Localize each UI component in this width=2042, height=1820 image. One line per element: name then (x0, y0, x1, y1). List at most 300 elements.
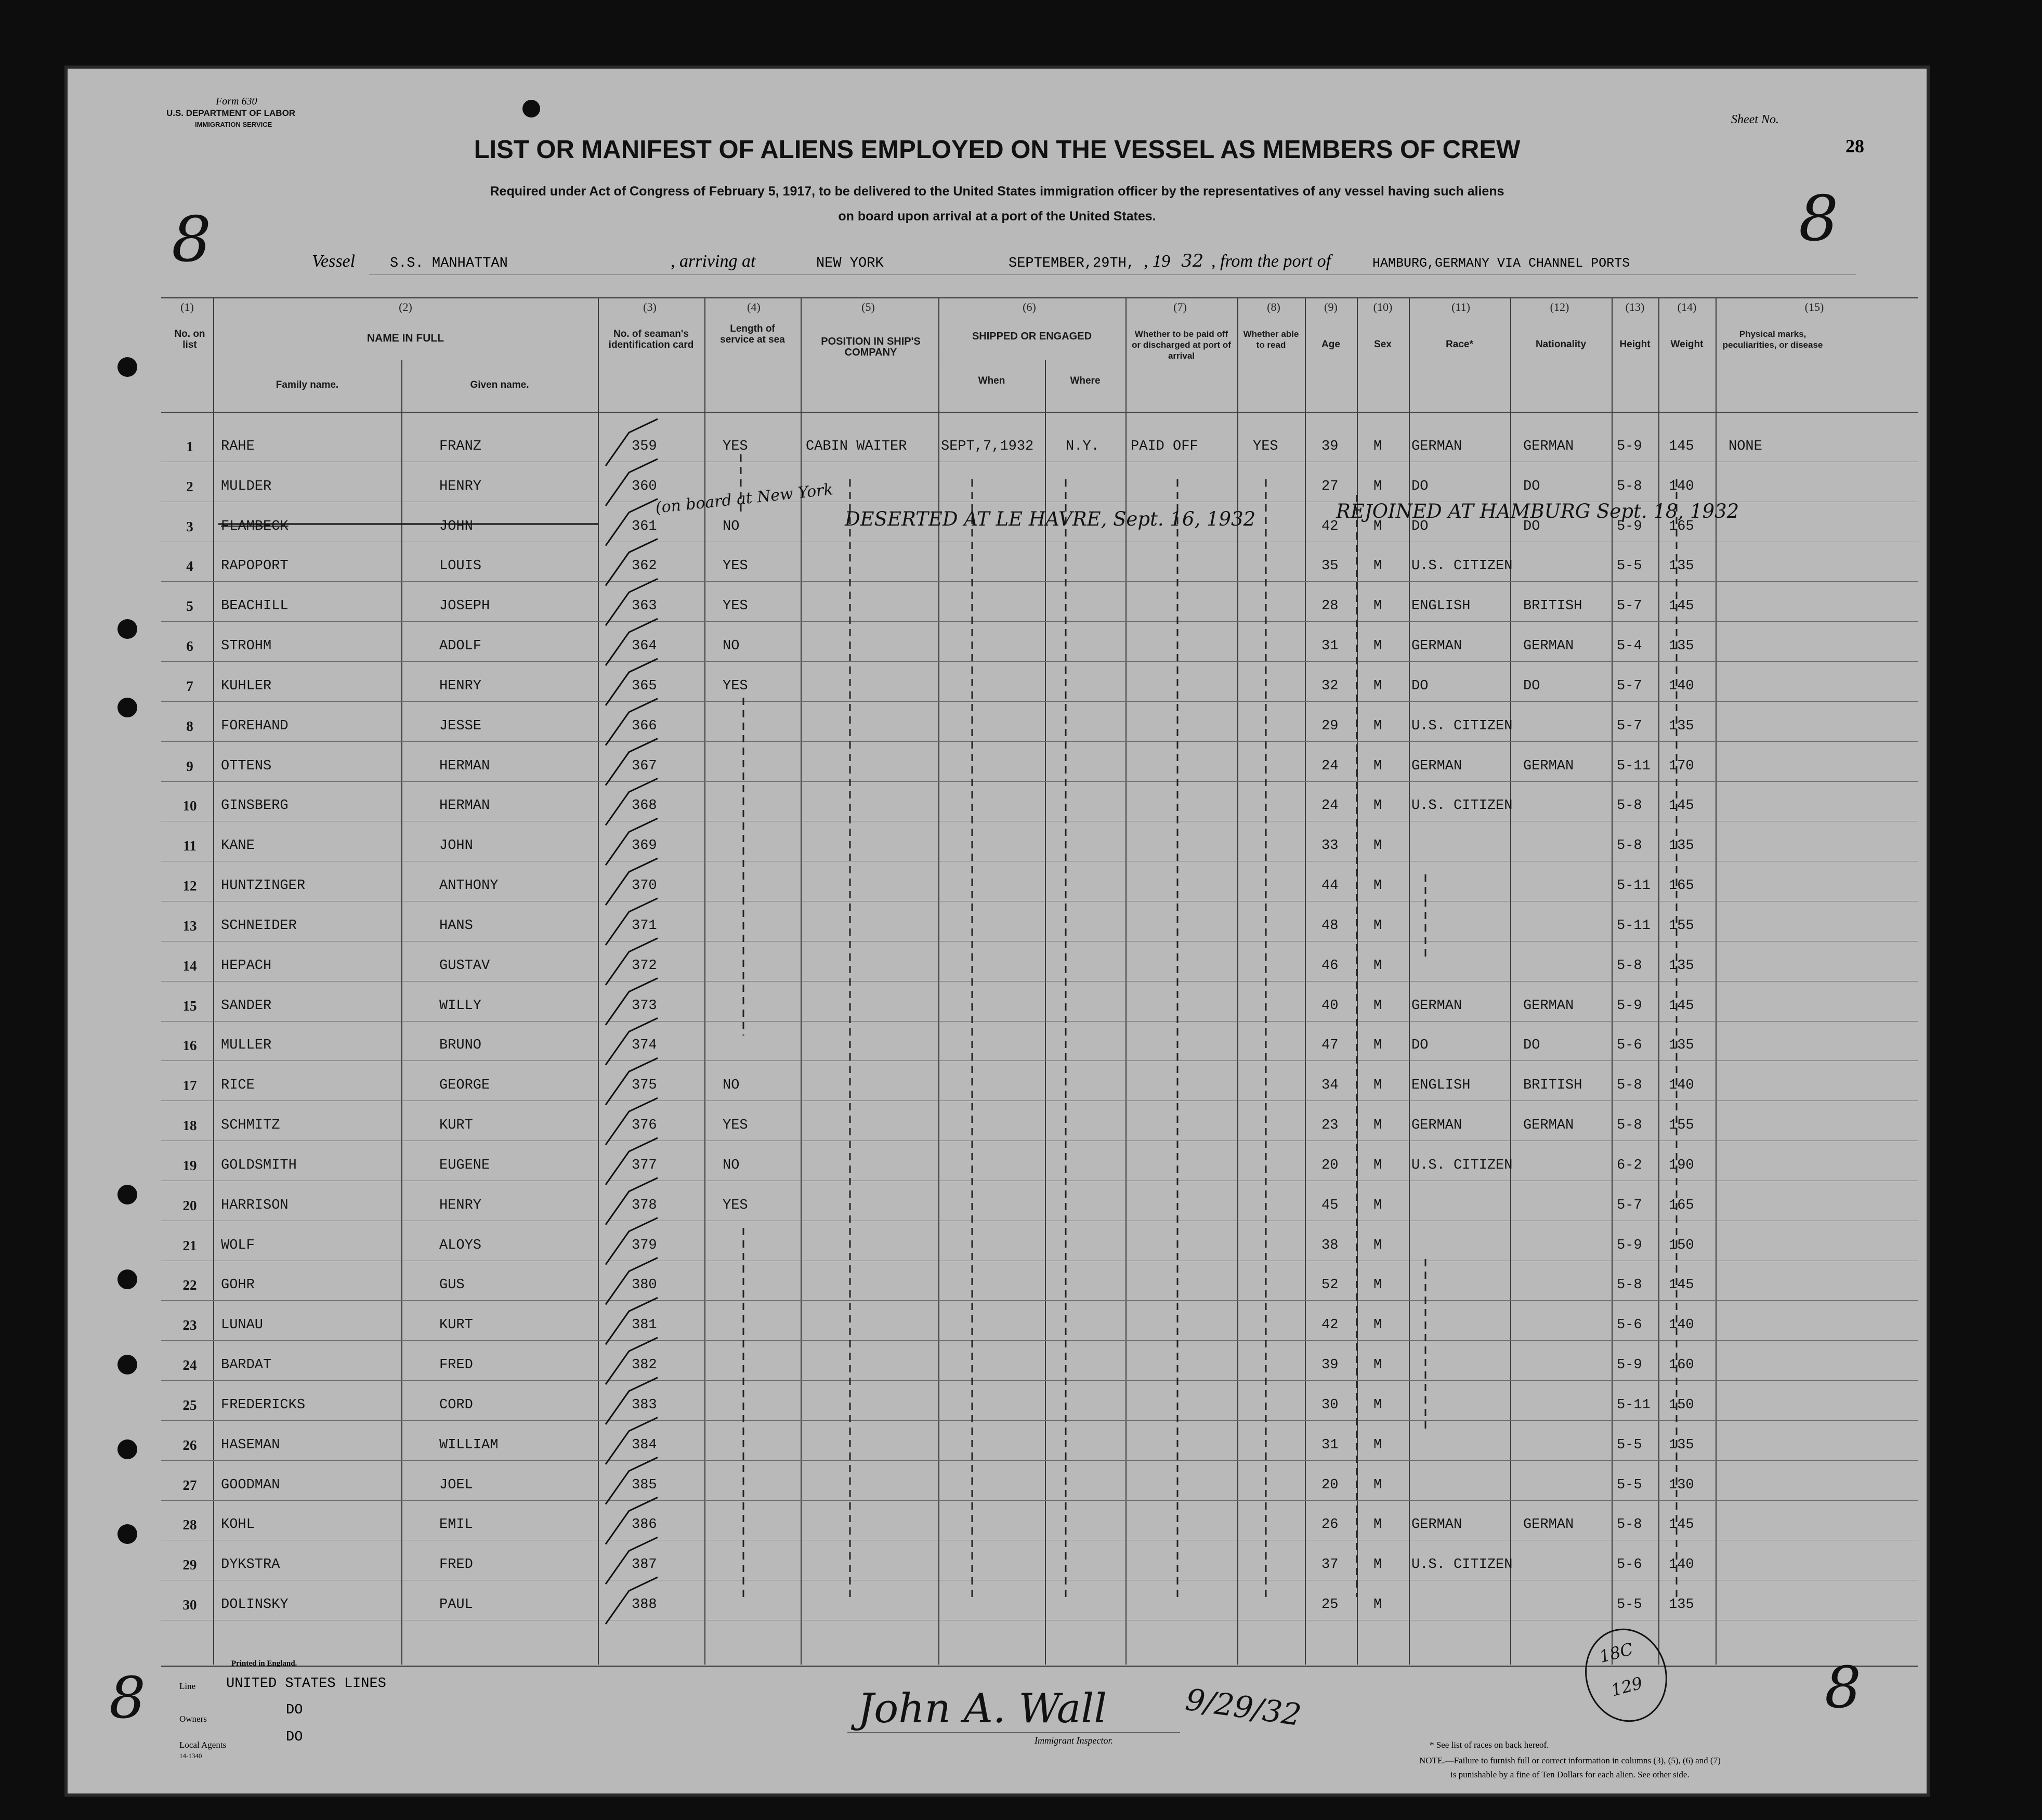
cell-given-name: HERMAN (439, 758, 490, 774)
col-num: (11) (1451, 300, 1470, 313)
cell-paid-off: PAID OFF (1131, 439, 1198, 454)
row-number: 3 (186, 518, 193, 534)
manifest-sheet (68, 69, 1927, 1793)
check-mark (606, 778, 658, 825)
cell-height: 5-8 (1617, 1277, 1642, 1293)
check-mark (606, 1218, 658, 1265)
cell-race: ENGLISH (1411, 1078, 1471, 1094)
check-mark (606, 459, 658, 506)
cell-weight: 135 (1669, 1038, 1694, 1054)
cell-age: 37 (1321, 1557, 1339, 1573)
sheet-label: Sheet No. (1731, 113, 1779, 126)
check-mark (606, 858, 658, 905)
check-mark (606, 1058, 658, 1105)
cell-age: 34 (1321, 1078, 1339, 1094)
form-code: 14-1340 (179, 1752, 202, 1760)
col-num: (10) (1373, 300, 1393, 313)
header-shipped: SHIPPED OR ENGAGED (972, 331, 1092, 342)
cell-seaman-card: 366 (632, 718, 657, 734)
cell-weight: 140 (1669, 1557, 1694, 1573)
header-nationality: Nationality (1535, 339, 1587, 350)
row-number: 9 (186, 758, 193, 774)
col-num: (15) (1804, 300, 1824, 313)
cell-age: 25 (1321, 1597, 1339, 1613)
cell-given-name: CORD (439, 1397, 473, 1413)
vessel-label: Vessel (312, 252, 356, 271)
cell-seaman-card: 382 (632, 1357, 657, 1373)
cell-family-name: KUHLER (221, 678, 272, 694)
cell-given-name: KURT (439, 1118, 473, 1134)
cell-seaman-card: 363 (632, 598, 657, 614)
cell-given-name: PAUL (439, 1597, 473, 1613)
cell-weight: 160 (1669, 1357, 1694, 1373)
cell-age: 20 (1321, 1477, 1339, 1493)
cell-given-name: GEORGE (439, 1078, 490, 1094)
cell-weight: 145 (1669, 1517, 1694, 1533)
cell-seaman-card: 388 (632, 1597, 657, 1613)
check-mark (606, 1298, 658, 1344)
cell-sex: M (1373, 1197, 1382, 1213)
cell-position: CABIN WAITER (806, 439, 907, 454)
cell-age: 35 (1321, 558, 1339, 574)
cell-nationality: DO (1523, 1038, 1540, 1054)
cell-age: 46 (1321, 958, 1339, 974)
cell-seaman-card: 370 (632, 878, 657, 894)
check-mark (606, 659, 658, 705)
owners-label: Owners (179, 1714, 207, 1724)
cell-sex: M (1373, 558, 1382, 574)
page-mark-footer-left: 8 (109, 1665, 146, 1731)
cell-sex: M (1373, 1517, 1382, 1533)
cell-height: 5-8 (1617, 1118, 1642, 1134)
form-number: Form 630 (216, 96, 257, 107)
inspector-signature: John A. Wall (858, 1685, 1107, 1732)
row-number: 22 (182, 1277, 197, 1293)
row-number: 17 (182, 1078, 197, 1094)
cell-sex: M (1373, 1157, 1382, 1173)
check-mark (606, 1577, 658, 1624)
header-when: When (978, 375, 1005, 386)
cell-age: 52 (1321, 1277, 1339, 1293)
row-number: 7 (186, 678, 193, 694)
cell-given-name: BRUNO (439, 1038, 482, 1054)
cell-given-name: KURT (439, 1317, 473, 1333)
cell-family-name: KOHL (221, 1517, 255, 1533)
cell-weight: 135 (1669, 1437, 1694, 1453)
cell-weight: 140 (1669, 1317, 1694, 1333)
cell-given-name: HENRY (439, 678, 482, 694)
row-number: 25 (182, 1397, 197, 1413)
cell-service-length: YES (723, 598, 748, 614)
cell-family-name: WOLF (221, 1237, 255, 1253)
cell-family-name: FOREHAND (221, 718, 289, 734)
cell-nationality: GERMAN (1523, 439, 1574, 454)
cell-sex: M (1373, 478, 1382, 494)
cell-family-name: HUNTZINGER (221, 878, 306, 894)
cell-race: GERMAN (1411, 758, 1462, 774)
cell-weight: 135 (1669, 638, 1694, 654)
cell-weight: 165 (1669, 878, 1694, 894)
race-footnote: * See list of races on back hereof. (1430, 1740, 1549, 1750)
cell-age: 32 (1321, 678, 1339, 694)
circle-note-1: 18C (1597, 1639, 1635, 1667)
cell-seaman-card: 364 (632, 638, 657, 654)
col-num: (5) (861, 300, 875, 313)
cell-sex: M (1373, 678, 1382, 694)
cell-race: DO (1411, 1038, 1429, 1054)
cell-race: DO (1411, 478, 1429, 494)
cell-given-name: JOHN (439, 518, 473, 534)
cell-seaman-card: 384 (632, 1437, 657, 1453)
cell-seaman-card: 372 (632, 958, 657, 974)
check-mark (606, 818, 658, 865)
cell-given-name: ANTHONY (439, 878, 499, 894)
cell-seaman-card: 369 (632, 838, 657, 854)
header-able-read: Whether able to read (1243, 329, 1299, 350)
sheet-number: 28 (1845, 136, 1864, 156)
cell-height: 5-5 (1617, 1597, 1642, 1613)
cell-seaman-card: 365 (632, 678, 657, 694)
cell-height: 5-11 (1617, 1397, 1651, 1413)
cell-height: 5-8 (1617, 958, 1642, 974)
cell-sex: M (1373, 1277, 1382, 1293)
row-number: 26 (182, 1437, 197, 1453)
cell-family-name: GOODMAN (221, 1477, 280, 1493)
cell-nationality: GERMAN (1523, 998, 1574, 1014)
cell-age: 20 (1321, 1157, 1339, 1173)
ditto-lines (68, 69, 1927, 1793)
cell-sex: M (1373, 1118, 1382, 1134)
header-family-name: Family name. (276, 379, 339, 390)
cell-weight: 135 (1669, 558, 1694, 574)
cell-race: U.S. CITIZEN (1411, 1157, 1513, 1173)
cell-sex: M (1373, 798, 1382, 814)
cell-given-name: HENRY (439, 478, 482, 494)
cell-height: 5-6 (1617, 1317, 1642, 1333)
cell-age: 31 (1321, 1437, 1339, 1453)
page-title: LIST OR MANIFEST OF ALIENS EMPLOYED ON THE VESSEL AS MEMBERS OF CREW (474, 136, 1521, 164)
cell-age: 47 (1321, 1038, 1339, 1054)
row-number: 8 (186, 718, 193, 734)
header-seaman-card: No. of seaman's identification card (608, 329, 694, 350)
cell-age: 29 (1321, 718, 1339, 734)
cell-height: 5-9 (1617, 1357, 1642, 1373)
cell-seaman-card: 387 (632, 1557, 657, 1573)
service: IMMIGRATION SERVICE (195, 121, 272, 128)
cell-height: 5-11 (1617, 878, 1651, 894)
check-mark (606, 1378, 658, 1424)
row-number: 15 (182, 998, 197, 1014)
deserted-note: DESERTED AT LE HAVRE, Sept. 16, 1932 (845, 508, 1256, 530)
cell-sex: M (1373, 1237, 1382, 1253)
cell-given-name: FRED (439, 1557, 473, 1573)
check-mark (606, 1138, 658, 1185)
cell-family-name: MULDER (221, 478, 272, 494)
agents-label: Local Agents (179, 1740, 227, 1750)
cell-weight: 165 (1669, 518, 1694, 534)
cell-seaman-card: 377 (632, 1157, 657, 1173)
cell-service-length: YES (723, 558, 748, 574)
cell-family-name: BEACHILL (221, 598, 289, 614)
cell-race: GERMAN (1411, 998, 1462, 1014)
cell-sex: M (1373, 1038, 1382, 1054)
cell-race: GERMAN (1411, 638, 1462, 654)
cell-weight: 145 (1669, 598, 1694, 614)
cell-given-name: WILLIAM (439, 1437, 499, 1453)
cell-given-name: EUGENE (439, 1157, 490, 1173)
line-value: UNITED STATES LINES (226, 1676, 386, 1692)
cell-weight: 135 (1669, 1597, 1694, 1613)
cell-seaman-card: 367 (632, 758, 657, 774)
check-mark (606, 1338, 658, 1384)
cell-height: 5-8 (1617, 798, 1642, 814)
col-num: (7) (1173, 300, 1187, 313)
cell-service-length: NO (723, 518, 740, 534)
cell-height: 5-9 (1617, 1237, 1642, 1253)
header-no-on-list: No. on list (174, 329, 205, 350)
header-sex: Sex (1374, 339, 1392, 350)
page-mark-right: 8 (1799, 183, 1839, 255)
cell-given-name: JOHN (439, 838, 473, 854)
cell-given-name: JOEL (439, 1477, 473, 1493)
cell-family-name: MULLER (221, 1038, 272, 1054)
cell-age: 38 (1321, 1237, 1339, 1253)
cell-engaged-when: SEPT,7,1932 (941, 439, 1034, 454)
cell-height: 5-7 (1617, 1197, 1642, 1213)
cell-race: DO (1411, 678, 1429, 694)
cell-sex: M (1373, 1477, 1382, 1493)
cell-weight: 135 (1669, 718, 1694, 734)
cell-family-name: RAHE (221, 439, 255, 454)
cell-age: 44 (1321, 878, 1339, 894)
cell-given-name: EMIL (439, 1517, 473, 1533)
cell-nationality: GERMAN (1523, 1118, 1574, 1134)
cell-sex: M (1373, 718, 1382, 734)
cell-given-name: FRANZ (439, 439, 482, 454)
cell-weight: 145 (1669, 798, 1694, 814)
cell-height: 5-5 (1617, 1477, 1642, 1493)
cell-family-name: SCHNEIDER (221, 918, 297, 934)
cell-nationality: GERMAN (1523, 1517, 1574, 1533)
cell-given-name: LOUIS (439, 558, 482, 574)
agents-value: DO (286, 1730, 303, 1745)
cell-age: 33 (1321, 838, 1339, 854)
cell-family-name: HEPACH (221, 958, 272, 974)
check-mark (606, 1497, 658, 1544)
col-num: (13) (1625, 300, 1645, 313)
cell-seaman-card: 386 (632, 1517, 657, 1533)
circle-note-2: 129 (1608, 1673, 1645, 1700)
cell-family-name: FLAMBECK (221, 518, 289, 534)
cell-nationality: DO (1523, 478, 1540, 494)
cell-seaman-card: 368 (632, 798, 657, 814)
header-physical: Physical marks, peculiarities, or disease (1722, 329, 1823, 350)
cell-seaman-card: 373 (632, 998, 657, 1014)
cell-height: 5-6 (1617, 1038, 1642, 1054)
cell-height: 5-8 (1617, 1078, 1642, 1094)
cell-family-name: DYKSTRA (221, 1557, 280, 1573)
cell-seaman-card: 376 (632, 1118, 657, 1134)
cell-sex: M (1373, 838, 1382, 854)
page-subtitle-1: Required under Act of Congress of February 5, 1917, to be delivered to the United States immigration officer by the representatives of any vessel having such aliens (490, 184, 1504, 199)
header-age: Age (1321, 339, 1340, 350)
cell-age: 28 (1321, 598, 1339, 614)
cell-height: 5-4 (1617, 638, 1642, 654)
cell-service-length: YES (723, 1118, 748, 1134)
row-number: 6 (186, 638, 193, 654)
header-length-service: Length of service at sea (720, 323, 785, 345)
cell-sex: M (1373, 518, 1382, 534)
cell-race: GERMAN (1411, 1517, 1462, 1533)
cell-weight: 150 (1669, 1237, 1694, 1253)
row-number: 16 (182, 1038, 197, 1054)
cell-family-name: SCHMITZ (221, 1118, 280, 1134)
cell-weight: 140 (1669, 1078, 1694, 1094)
cell-family-name: RAPOPORT (221, 558, 289, 574)
col-num: (12) (1550, 300, 1569, 313)
cell-age: 27 (1321, 478, 1339, 494)
check-mark (606, 1178, 658, 1225)
cell-service-length: NO (723, 1157, 740, 1173)
check-mark (606, 419, 658, 466)
cell-seaman-card: 383 (632, 1397, 657, 1413)
cell-height: 5-11 (1617, 758, 1651, 774)
cell-given-name: GUSTAV (439, 958, 490, 974)
cell-height: 5-11 (1617, 918, 1651, 934)
cell-weight: 155 (1669, 1118, 1694, 1134)
row-number: 24 (182, 1357, 197, 1373)
cell-height: 6-2 (1617, 1157, 1642, 1173)
check-mark (606, 499, 658, 546)
row-number: 13 (182, 918, 197, 934)
cell-seaman-card: 375 (632, 1078, 657, 1094)
cell-sex: M (1373, 758, 1382, 774)
vessel-value: S.S. MANHATTAN (390, 256, 508, 271)
cell-height: 5-9 (1617, 998, 1642, 1014)
cell-given-name: WILLY (439, 998, 482, 1014)
line-label: Line (179, 1681, 196, 1691)
cell-nationality: BRITISH (1523, 1078, 1582, 1094)
row-number: 18 (182, 1118, 197, 1134)
cell-seaman-card: 380 (632, 1277, 657, 1293)
row-number: 12 (182, 878, 197, 894)
row-number: 30 (182, 1597, 197, 1613)
check-mark (606, 978, 658, 1025)
row-number: 10 (182, 798, 197, 814)
cell-sex: M (1373, 1317, 1382, 1333)
row-number: 14 (182, 958, 197, 974)
col-num: (3) (643, 300, 657, 313)
cell-age: 45 (1321, 1197, 1339, 1213)
cell-race: GERMAN (1411, 439, 1462, 454)
year-suffix: 32 (1181, 251, 1204, 271)
cell-given-name: GUS (439, 1277, 465, 1293)
cell-able-to-read: YES (1253, 439, 1278, 454)
signature-date: 9/29/32 (1183, 1681, 1304, 1733)
cell-age: 23 (1321, 1118, 1339, 1134)
cell-height: 5-5 (1617, 558, 1642, 574)
from-label: , from the port of (1211, 252, 1331, 271)
printed-note: Printed in England. (231, 1659, 297, 1668)
cell-weight: 130 (1669, 1477, 1694, 1493)
cell-age: 30 (1321, 1397, 1339, 1413)
cell-nationality: BRITISH (1523, 598, 1582, 614)
cell-weight: 135 (1669, 838, 1694, 854)
header-given-name: Given name. (470, 379, 529, 390)
cell-family-name: OTTENS (221, 758, 272, 774)
row-number: 29 (182, 1557, 197, 1573)
cell-race: GERMAN (1411, 1118, 1462, 1134)
check-mark (606, 739, 658, 785)
arriving-value: NEW YORK (816, 256, 884, 271)
cell-age: 24 (1321, 798, 1339, 814)
rejoined-note: REJOINED AT HAMBURG Sept. 18, 1932 (1336, 500, 1739, 522)
check-mark (606, 539, 658, 585)
cell-seaman-card: 361 (632, 518, 657, 534)
col-num: (6) (1023, 300, 1036, 313)
cell-family-name: GINSBERG (221, 798, 289, 814)
cell-race: DO (1411, 518, 1429, 534)
cell-given-name: FRED (439, 1357, 473, 1373)
penalty-note-1: NOTE.—Failure to furnish full or correct information in columns (3), (5), (6) and (7) (1419, 1756, 1721, 1765)
cell-seaman-card: 371 (632, 918, 657, 934)
cell-family-name: LUNAU (221, 1317, 264, 1333)
cell-nationality: GERMAN (1523, 758, 1574, 774)
header-name-in-full: NAME IN FULL (366, 332, 444, 344)
cell-height: 5-7 (1617, 678, 1642, 694)
cell-given-name: HENRY (439, 1197, 482, 1213)
cell-height: 5-9 (1617, 518, 1642, 534)
cell-height: 5-8 (1617, 1517, 1642, 1533)
cell-weight: 140 (1669, 678, 1694, 694)
cell-seaman-card: 359 (632, 439, 657, 454)
cell-nationality: DO (1523, 518, 1540, 534)
cell-race: U.S. CITIZEN (1411, 558, 1513, 574)
cell-service-length: YES (723, 1197, 748, 1213)
year-prefix: , 19 (1144, 252, 1170, 271)
cell-family-name: KANE (221, 838, 255, 854)
date-value: SEPTEMBER,29TH, (1009, 256, 1135, 271)
cell-physical-marks: NONE (1729, 439, 1762, 454)
cell-age: 40 (1321, 998, 1339, 1014)
cell-service-length: YES (723, 678, 748, 694)
cell-age: 31 (1321, 638, 1339, 654)
cell-family-name: GOHR (221, 1277, 255, 1293)
col-num: (8) (1267, 300, 1280, 313)
cell-family-name: HARRISON (221, 1197, 289, 1213)
cell-family-name: STROHM (221, 638, 272, 654)
cell-age: 48 (1321, 918, 1339, 934)
cell-seaman-card: 360 (632, 478, 657, 494)
check-mark (606, 699, 658, 745)
cell-race: U.S. CITIZEN (1411, 718, 1513, 734)
cell-age: 24 (1321, 758, 1339, 774)
check-mark (606, 1258, 658, 1304)
cell-seaman-card: 385 (632, 1477, 657, 1493)
header-position: POSITION IN SHIP'S COMPANY (821, 336, 921, 358)
row-number: 11 (183, 838, 197, 854)
cell-sex: M (1373, 598, 1382, 614)
cell-weight: 140 (1669, 478, 1694, 494)
cell-family-name: DOLINSKY (221, 1597, 289, 1613)
cell-given-name: HANS (439, 918, 473, 934)
owners-value: DO (286, 1703, 303, 1718)
cell-weight: 145 (1669, 998, 1694, 1014)
cell-seaman-card: 378 (632, 1197, 657, 1213)
cell-weight: 135 (1669, 958, 1694, 974)
row-number: 5 (186, 598, 193, 614)
cell-weight: 145 (1669, 1277, 1694, 1293)
